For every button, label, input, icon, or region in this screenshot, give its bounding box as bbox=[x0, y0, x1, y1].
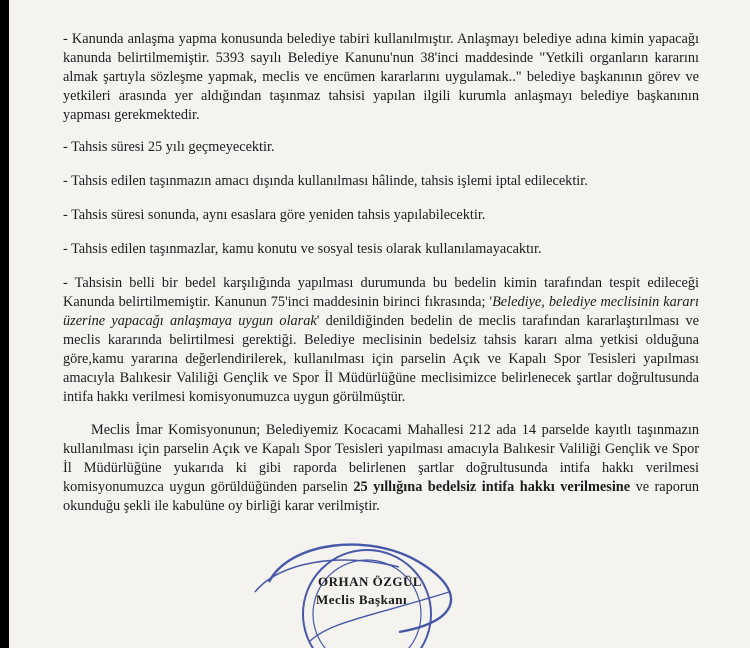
quoted-law-text: Belediye, belediye meclisinin kararı üzerine yapacağı anlaşmaya uygun olarak bbox=[63, 294, 699, 329]
paragraph-fee-part-a: - Tahsisin belli bir bedel karşılığında yapılması durumunda bu bedelin kimin tarafından tespit edileceği Kanunda belirtilmemiştir. Kanunun 75'inci maddesinin birinci fıkrasında; ' bbox=[63, 275, 699, 310]
paragraph-fee-part-b: ' denildiğinden bedelin de meclis tarafından kararlaştırılması ve meclis kararında belirtilmesi gerektiği. Belediye meclisinin bedelsiz tahsis kararı alma yetkisi olduğuna göre,kamu yararına değerlendirilerek, kullanılması için parselin Açık ve Kapalı Spor Tesisleri yapılması amacıyla Balıkesir Valiliği Gençlik ve Spor İl Müdürlüğüne meclisimizce belirlenecek şartlar doğrultusunda intifa hakkı verilmesi komisyonumuzca uygun görülmüştür. bbox=[63, 313, 699, 405]
bullet-item-2: - Tahsis edilen taşınmazın amacı dışında kullanılması hâlinde, tahsis işlemi iptal edilecektir. bbox=[63, 173, 588, 189]
paragraph-decision bbox=[63, 421, 699, 516]
paragraph-fee bbox=[63, 274, 699, 407]
document-page bbox=[9, 0, 750, 648]
decision-highlight: 25 yıllığına bedelsiz intifa hakkı verilmesine bbox=[353, 479, 631, 495]
paragraph-decision-part-a: Meclis İmar Komisyonunun; Belediyemiz Kocacami Mahallesi 212 ada 14 parselde kayıtlı taşınmazın kullanılması için parselin Açık ve Kapalı Spor Tesisleri yapılması amacıyla Balıkesir Valiliği Gençlik ve Spor İl Müdürlüğüne yukarıda ki gibi raporda belirlenen şartlar doğrultusunda intifa hakkı verilmesi komisyonumuzca uygun görüldüğünden parselin bbox=[63, 422, 699, 495]
signature-title: Meclis Başkanı bbox=[316, 592, 408, 607]
signature-name: ORHAN ÖZGÜL bbox=[318, 574, 423, 589]
bullet-item-3: - Tahsis süresi sonunda, aynı esaslara göre yeniden tahsis yapılabilecektir. bbox=[63, 207, 486, 223]
document-body bbox=[63, 30, 699, 516]
paragraph-agreement: - Kanunda anlaşma yapma konusunda belediye tabiri kullanılmıştır. Anlaşmayı belediye adına kimin yapacağı kanunda belirtilmemiştir. 5393 sayılı Belediye Kanunu'nun 38'inci maddesinde "Yetkili organların kararını almak şartıyla sözleşme yapmak, meclis ve encümen kararlarını uygulamak.." belediye başkanının görev ve yetkileri arasında yer aldığından taşınmaz tahsisi yapılan ilgili kurumla anlaşmayı belediye başkanının yapması gerekmektedir. bbox=[63, 31, 699, 123]
paragraph-decision-part-b: ve raporun okunduğu şekli ile kabulüne oy birliği karar verilmiştir. bbox=[63, 479, 699, 514]
bullet-item-4: - Tahsis edilen taşınmazlar, kamu konutu ve sosyal tesis olarak kullanılamayacaktır. bbox=[63, 241, 542, 257]
bullet-item-1: - Tahsis süresi 25 yılı geçmeyecektir. bbox=[63, 139, 275, 155]
